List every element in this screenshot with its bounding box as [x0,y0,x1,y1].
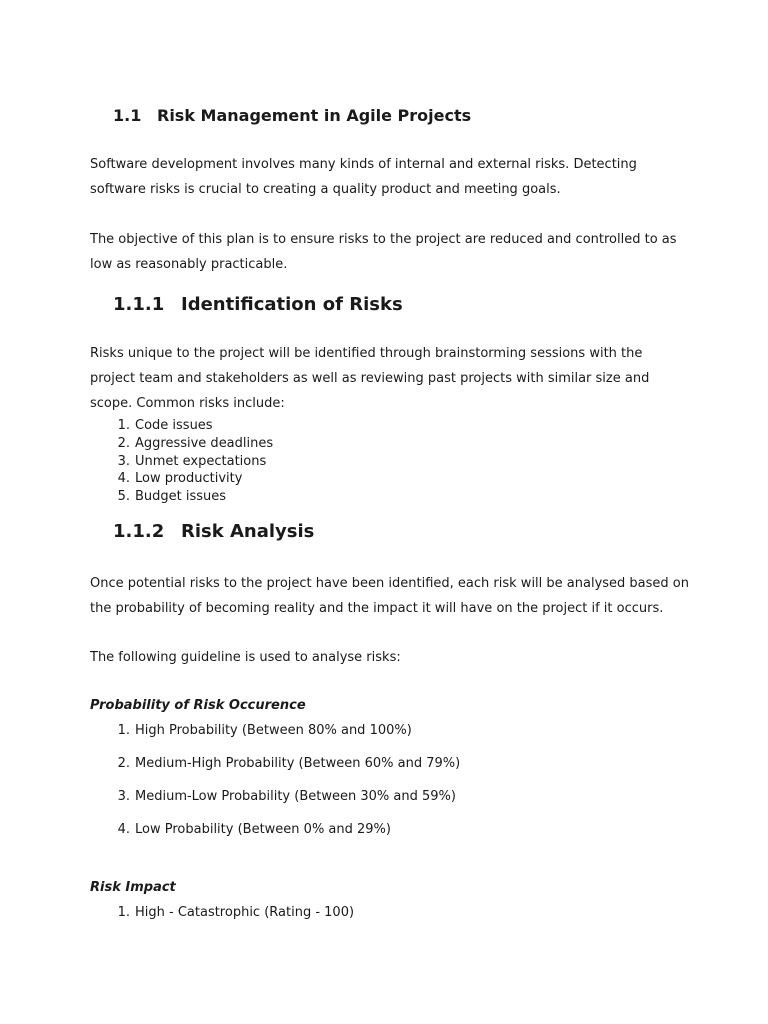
list-text: High - Catastrophic (Rating - 100) [135,905,355,920]
impact-heading: Risk Impact [90,880,176,895]
list-number: 3. [117,789,130,804]
list-item [110,822,510,840]
list-item [110,489,510,507]
subsection-title: Identification of Risks [181,294,403,315]
list-item [110,418,510,436]
list-text: Medium-High Probability (Between 60% and 79%) [135,756,461,771]
list-number: 4. [117,471,130,486]
list-text: Medium-Low Probability (Between 30% and 59%) [135,789,456,804]
section-number: 1.1 [113,106,142,125]
list-item [110,756,510,774]
list-item [110,789,510,807]
section-heading [113,106,471,125]
list-number: 3. [117,454,130,469]
list-text: Code issues [135,418,213,433]
list-item [110,436,510,454]
paragraph: The following guideline is used to analyse risks: [90,650,401,665]
list-item [110,454,510,472]
list-number: 1. [117,418,130,433]
list-number: 1. [117,905,130,920]
subsection-number: 1.1.2 [113,521,165,542]
list-text: Aggressive deadlines [135,436,274,451]
subsection-heading [113,521,314,542]
list-number: 2. [117,756,130,771]
paragraph: Once potential risks to the project have been identified, each risk will be analysed based on the probability of becoming reality and the impact it will have on the project if it occurs. [90,576,689,616]
list-item [110,723,510,741]
subsection-number: 1.1.1 [113,294,165,315]
paragraph: Risks unique to the project will be identified through brainstorming sessions with the project team and stakeholders as well as reviewing past projects with similar size and scope. Common risks include: [90,346,650,411]
list-text: High Probability (Between 80% and 100%) [135,723,412,738]
subsection-heading [113,294,403,315]
subsection-title: Risk Analysis [181,521,315,542]
list-number: 4. [117,822,130,837]
list-item [110,471,510,489]
list-text: Budget issues [135,489,227,504]
list-text: Low Probability (Between 0% and 29%) [135,822,391,837]
list-number: 1. [117,723,130,738]
list-text: Low productivity [135,471,243,486]
list-text: Unmet expectations [135,454,267,469]
paragraph: The objective of this plan is to ensure risks to the project are reduced and controlled to as low as reasonably practicable. [90,232,677,272]
probability-heading: Probability of Risk Occurence [90,698,306,713]
list-item [110,905,510,923]
list-number: 2. [117,436,130,451]
list-number: 5. [117,489,130,504]
paragraph: Software development involves many kinds of internal and external risks. Detecting software risks is crucial to creating a quality product and meeting goals. [90,157,637,197]
section-title: Risk Management in Agile Projects [157,106,472,125]
